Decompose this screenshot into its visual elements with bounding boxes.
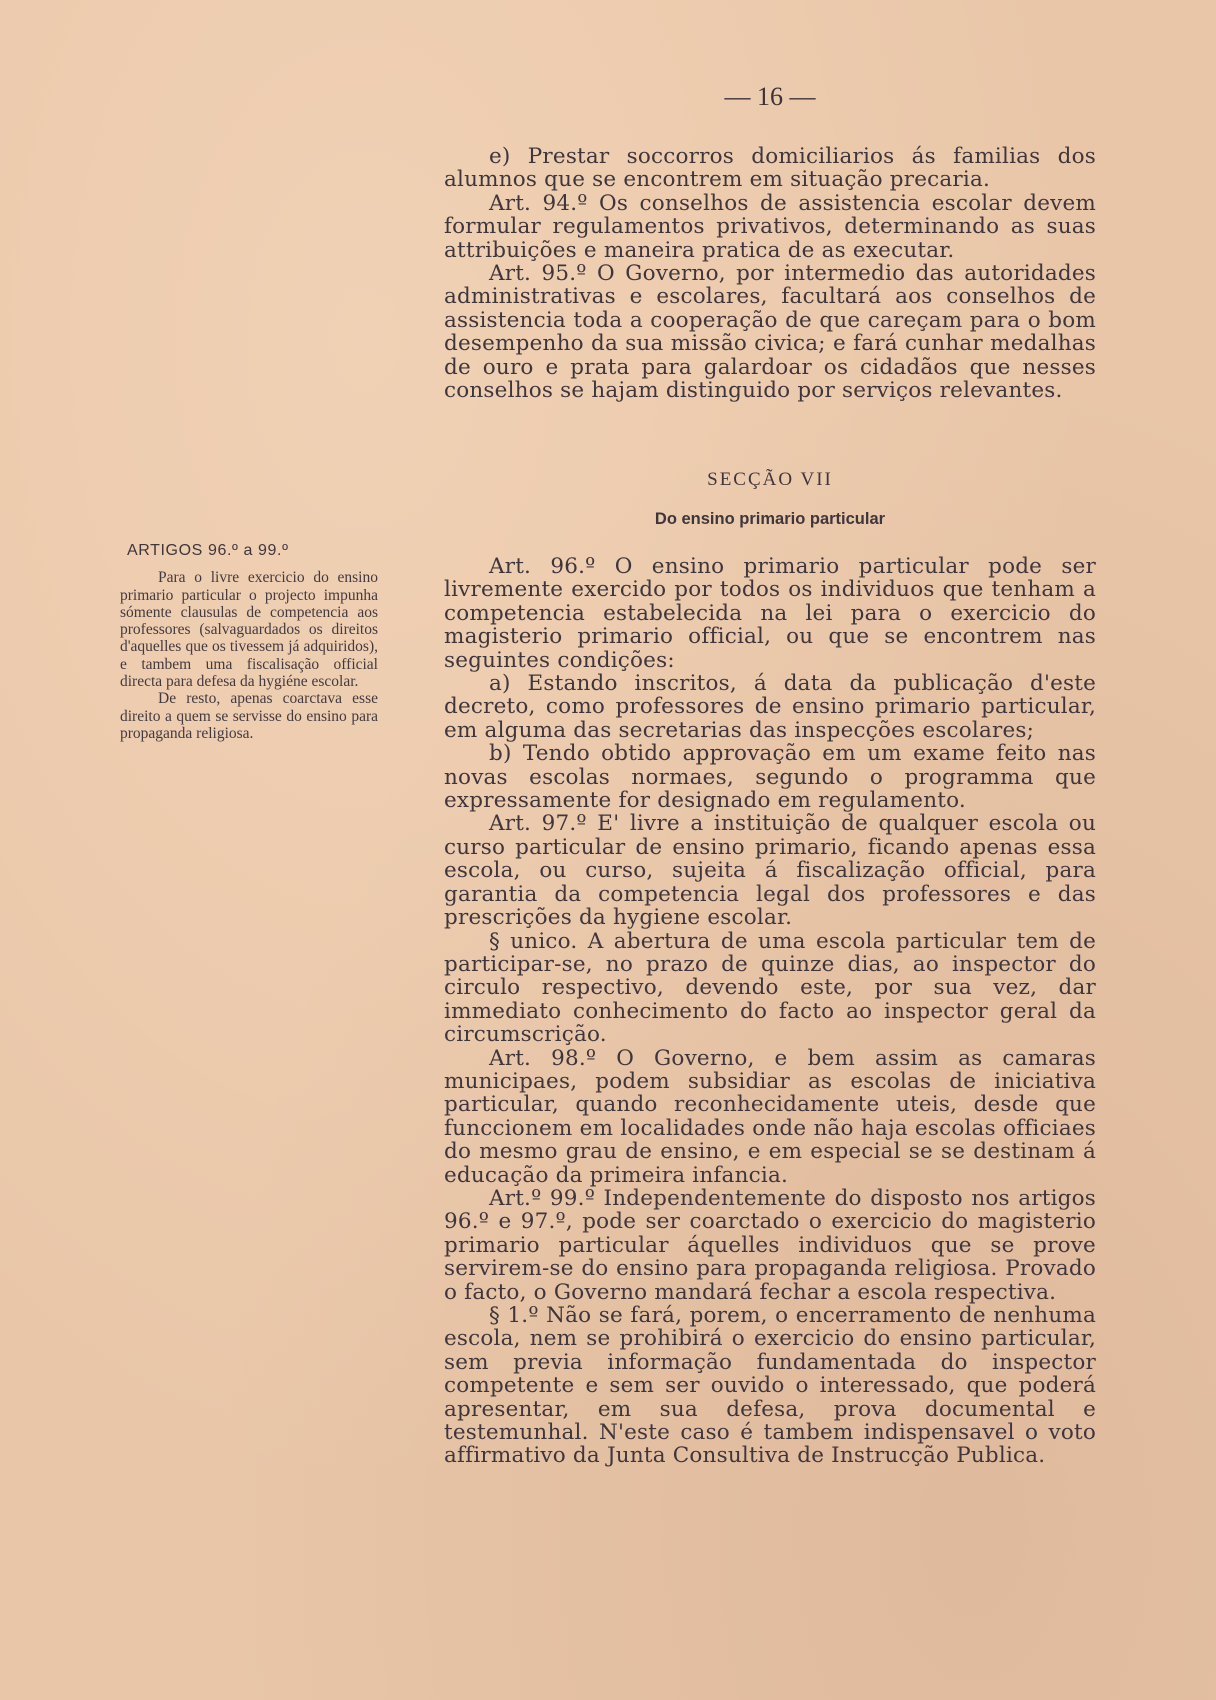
paragraph: a) Estando inscritos, á data da publicação d'este decreto, como professores de ensino primario particular, em alguma das secretarias das inspecções escolares; (444, 671, 1096, 743)
paragraph: § unico. A abertura de uma escola particular tem de participar-se, no prazo de quinze dias, ao inspector do circulo respectivo, devendo este, por sua vez, dar immediato conhecimento do facto ao inspector geral da circumscrição. (444, 928, 1096, 1048)
paragraph: e) Prestar soccorros domiciliarios ás familias dos alumnos que se encontrem em situação precaria. (444, 144, 1096, 193)
paragraph: Art. 95.º O Governo, por intermedio das autoridades administrativas e escolares, facultará aos conselhos de assistencia toda a cooperação de que careçam para o bom desempenho da sua missão civica; e fará cunhar medalhas de ouro e prata para galardoar os cidadãos que nesses conselhos se hajam distinguido por serviços relevantes. (444, 261, 1096, 404)
paragraph: b) Tendo obtido approvação em um exame feito nas novas escolas normaes, segundo o programma que expressamente for designado em regulamento. (444, 741, 1096, 814)
top-text-block (444, 145, 1096, 402)
paragraph: Art. 98.º O Governo, e bem assim as camaras municipaes, podem subsidiar as escolas de iniciativa particular, quando reconhecidamente uteis, desde que funccionem em localidades onde não haja escolas officiaes do mesmo grau de ensino, e em especial se se destinam á educação da primeira infancia. (444, 1045, 1096, 1188)
section-title: SECÇÃO VII (707, 469, 833, 490)
side-note-heading: ARTIGOS 96.º a 99.º (127, 542, 289, 559)
side-note-paragraph: Para o livre exercicio do ensino primario particular o projecto impunha sómente clausulas de competencia aos professores (salvaguardados os direitos d'aquelles que os tivessem já adquiridos), e tambem uma fiscalisação official directa para defesa da hygiéne escolar. (120, 569, 378, 691)
paragraph: § 1.º Não se fará, porem, o encerramento de nenhuma escola, nem se prohibirá o exercicio do ensino particular, sem previa informação fundamentada do inspector competente e sem ser ouvido o interessado, que poderá apresentar, em sua defesa, prova documental e testemunhal. N'este caso é tambem indispensavel o voto affirmativo da Junta Consultiva de Instrucção Publica. (444, 1303, 1096, 1469)
side-note-paragraph: De resto, apenas coarctava esse direito a quem se servisse do ensino para propaganda religiosa. (120, 690, 378, 742)
paragraph: Art. 97.º E' livre a instituição de qualquer escola ou curso particular de ensino primario, ficando apenas essa escola, ou curso, sujeita á fiscalização official, para garantia da competencia legal dos professores e das prescrições da hygiene escolar. (444, 811, 1096, 931)
section-subtitle: Do ensino primario particular (654, 510, 886, 528)
paragraph: Art. 94.º Os conselhos de assistencia escolar devem formular regulamentos privativos, determinando as suas attribuições e maneira pratica de as executar. (444, 190, 1096, 263)
paragraph: Art. 96.º O ensino primario particular pode ser livremente exercido por todos os individuos que tenham a competencia estabelecida na lei para o exercicio do magisterio primario official, ou que se encontrem nas seguintes condições: (444, 554, 1096, 673)
paragraph: Art.º 99.º Independentemente do disposto nos artigos 96.º e 97.º, pode ser coarctado o exercicio do magisterio primario particular áquelles individuos que se prove servirem-se do ensino para propaganda religiosa. Provado o facto, o Governo mandará fechar a escola respectiva. (444, 1185, 1096, 1305)
main-text-block (444, 555, 1096, 1468)
page-number: — 16 — (724, 82, 816, 111)
side-note (120, 542, 378, 742)
